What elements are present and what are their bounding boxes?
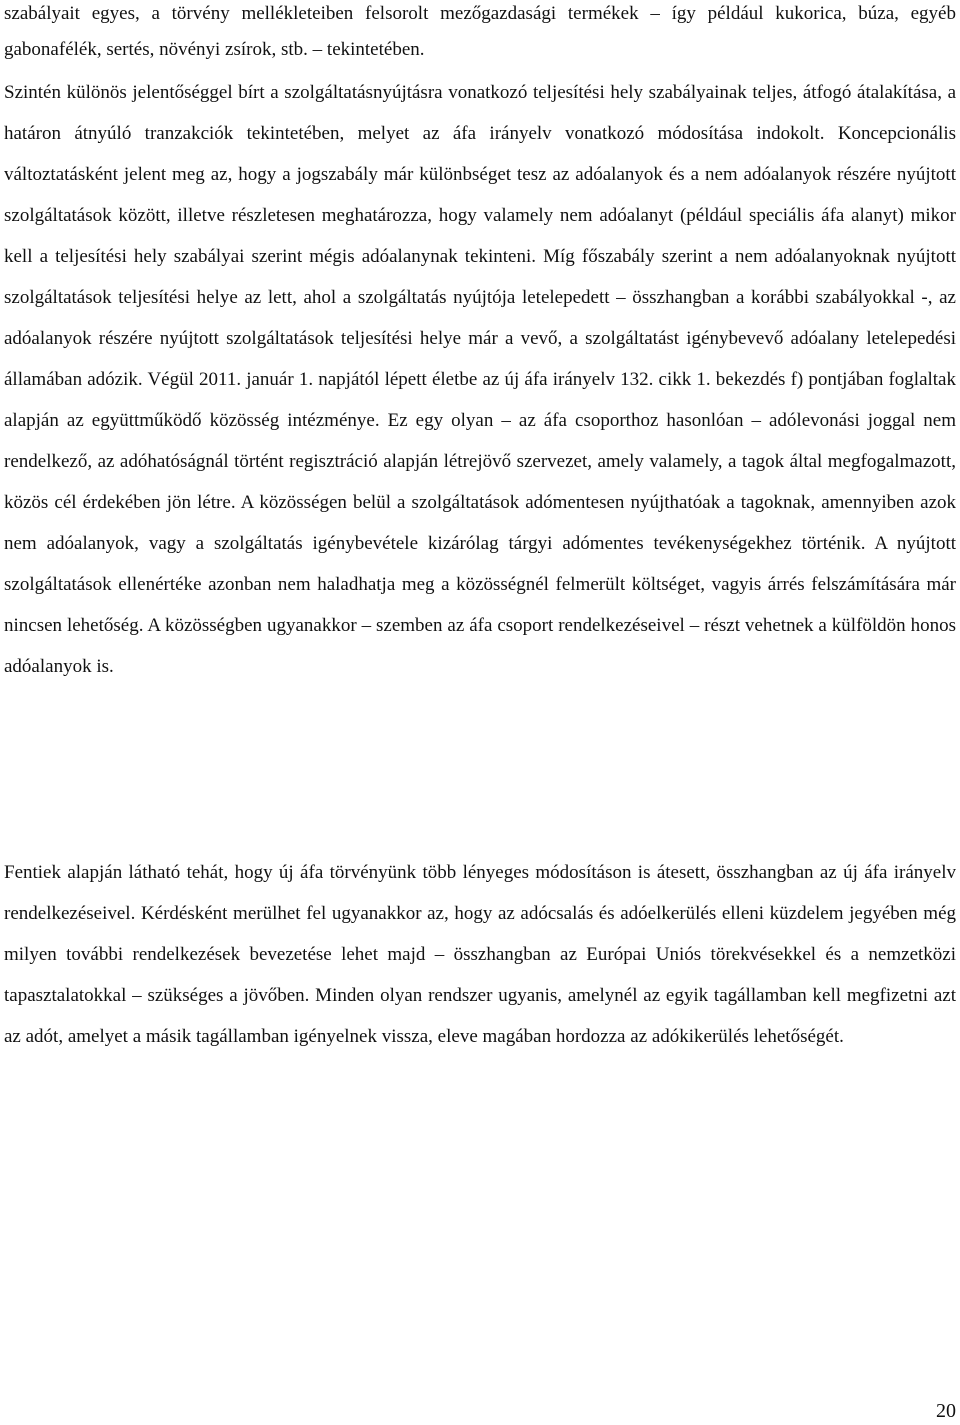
paragraph-1-sentence: A közösségben ugyanakkor – szemben az áfa csoport rendelkezéseivel – részt vehetnek a külföldön honos adóalanyok is. (4, 615, 956, 677)
paragraph-1-sentence: Szintén különös jelentőséggel bírt a szolgáltatásnyújtásra vonatkozó teljesítési hely szabályainak teljes, átfogó átalakítása, a határon átnyúló tranzakciók tekintetében, melyet az áfa irányelv vonatkozó módosítása indokolt. (4, 82, 956, 144)
paragraph-1-sentence: Koncepcionális változtatásként jelent meg az, hogy a jogszabály már különbséget tesz az adóalanyok és a nem adóalanyok részére nyújtott szolgáltatások között, illetve részletesen meghatározza, hogy valamely nem adóalanyt (például speciális áfa alanyt) mikor kell a teljesítési hely szabályai szerint mégis adóalanynak tekinteni. (4, 123, 956, 267)
paragraph-1-sentence: Ez egy olyan – az áfa csoporthoz hasonlóan – adólevonási joggal nem rendelkező, az adóhatóságnál történt regisztráció alapján létrejövő szervezet, amely valamely, a tagok által megfogalmazott, közös cél érdekében jön létre. (4, 410, 957, 513)
paragraph-1-sentence: Végül 2011. január 1. napjától lépett életbe az új áfa irányelv 132. cikk 1. bekezdés f) pontjában foglaltak alapján az együttműködő közösség intézménye. (4, 369, 956, 431)
paragraph-1-opening: szabályait egyes, a törvény mellékleteiben felsorolt mezőgazdasági termékek – így például kukorica, búza, egyéb gabonafélék, sertés, növényi zsírok, stb. – tekintetében. (4, 3, 956, 60)
paragraph-1-sentence: Míg főszabály szerint a nem adóalanyoknak nyújtott szolgáltatások teljesítési helye az lett, ahol a szolgáltatás nyújtója letelepedett – összhangban a korábbi szabályokkal -, az adóalanyok részére nyújtott szolgáltatások teljesítési helye már a vevő, a szolgáltatást igénybevevő adóalany letelepedési államában adózik. (4, 246, 957, 390)
paragraph-2: Fentiek alapján látható tehát, hogy új áfa törvényünk több lényeges módosításon is átesett, összhangban az új áfa irányelv rendelkezéseivel. Kérdésként merülhet fel ugyanakkor az, hogy az adócsalás és adóelkerülés elleni küzdelem jegyében még milyen további rendelkezések bevezetése lehet majd – összhangban az Európai Uniós törekvésekkel és a nemzetközi tapasztalatokkal – szükséges a jövőben. Minden olyan rendszer ugyanis, amelynél az egyik tagállamban kell megfizetni azt az adót, amelyet a másik tagállamban igényelnek vissza, eleve magában hordozza az adókikerülés lehetőségét. (4, 862, 956, 1047)
page-number: 20 (936, 1400, 956, 1422)
paragraph-1 (4, 0, 956, 687)
paragraph-1-sentence: A nyújtott szolgáltatások ellenértéke azonban nem haladhatja meg a közösségnél felmerült költséget, vagyis árrés felszámítására már nincsen lehetőség. (4, 533, 956, 636)
paragraph-1-sentence: A közösségen belül a szolgáltatások adómentesen nyújthatóak a tagoknak, amennyiben azok nem adóalanyok, vagy a szolgáltatás igénybevétele kizárólag tárgyi adómentes tevékenységekhez történik. (4, 492, 957, 554)
